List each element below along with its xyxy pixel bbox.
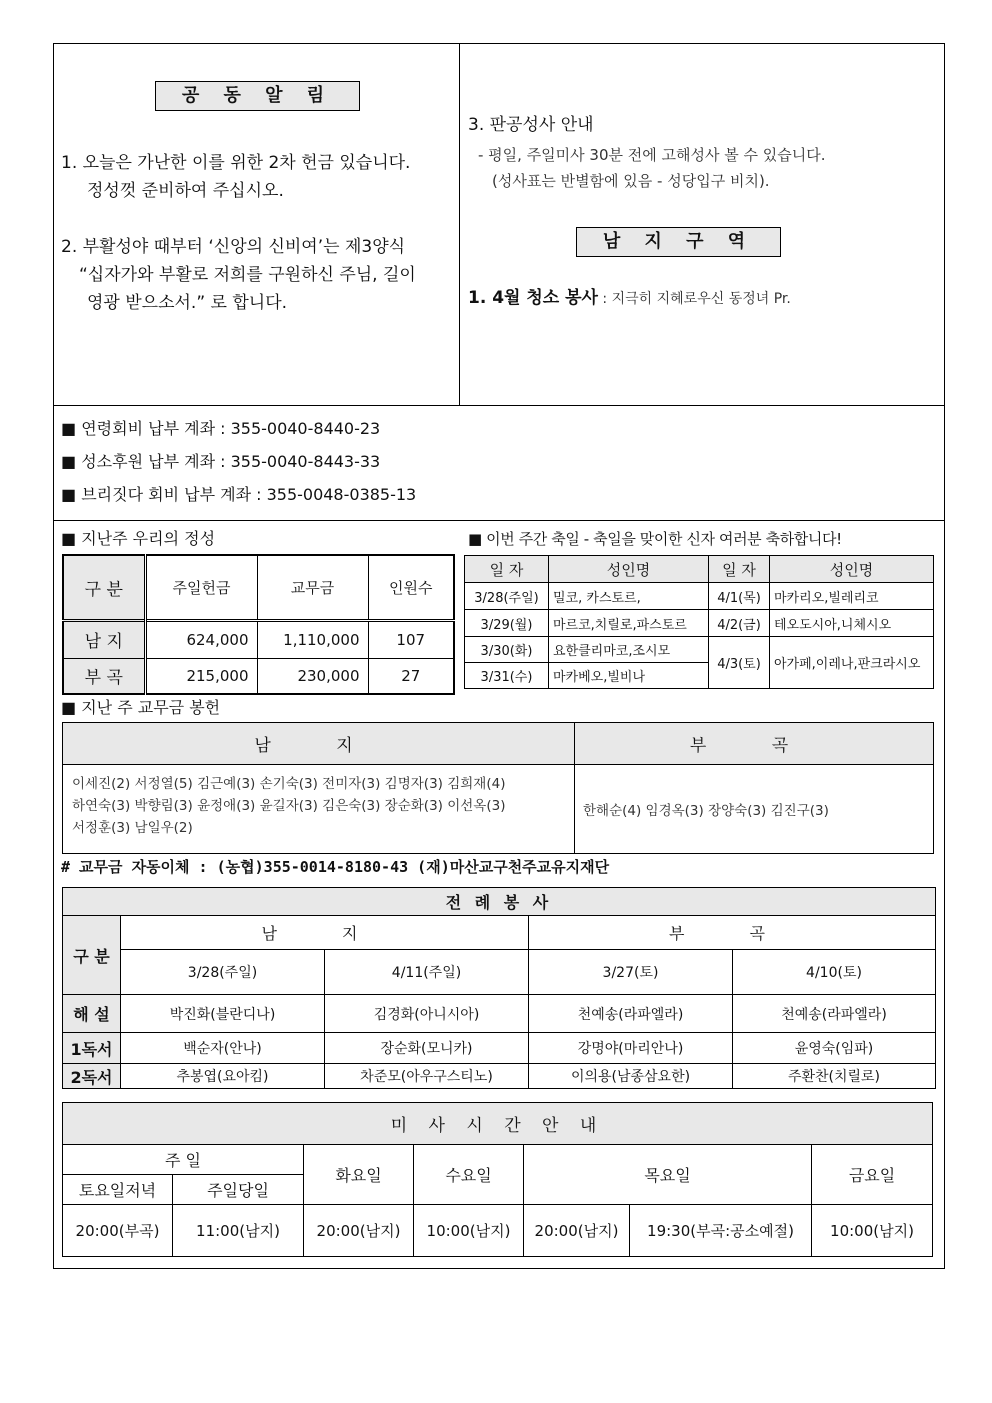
notice-item-2: 2. 부활성야 때부터 ‘신앙의 신비여’는 제3양식: [61, 237, 406, 257]
offering-cell: 215,000: [145, 658, 257, 694]
feast-date: 3/28(주일): [465, 583, 549, 610]
liturgy-name: 백순자(안나): [121, 1033, 325, 1064]
feast-header: 성인명: [549, 556, 709, 583]
mass-time: 10:00(남지): [414, 1205, 524, 1257]
section-divider: [53, 520, 945, 521]
liturgy-name: 장순화(모니카): [325, 1033, 529, 1064]
notice-item-1-cont: 정성껏 준비하여 주십시오.: [87, 181, 284, 201]
confession-title: 3. 판공성사 안내: [468, 115, 594, 135]
notice-item-2-cont: “십자가와 부활로 저희를 구원하신 주님, 길이: [79, 265, 416, 285]
mass-tue: 화요일: [304, 1145, 414, 1205]
liturgy-role: 해 설: [63, 995, 121, 1033]
feast-saint: 테오도시아,니체시오: [770, 610, 934, 637]
account-line: ■ 성소후원 납부 계좌 : 355-0040-8443-33: [61, 452, 381, 471]
offering-header: 주일헌금: [145, 555, 257, 620]
offering-cell: 107: [368, 620, 454, 658]
liturgy-name: 김경화(아니시아): [325, 995, 529, 1033]
liturgy-name: 추봉엽(요아킴): [121, 1064, 325, 1089]
feast-header: 일 자: [465, 556, 549, 583]
confession-line: - 평일, 주일미사 30분 전에 고해성사 볼 수 있습니다.: [478, 146, 826, 164]
section-divider: [53, 405, 945, 406]
mass-time: 20:00(남지): [304, 1205, 414, 1257]
confession-line: (성사표는 반별함에 있음 - 성당입구 비치).: [492, 172, 770, 190]
offering-header: 인원수: [368, 555, 454, 620]
liturgy-date: 4/11(주일): [325, 950, 529, 995]
offering-cell: 27: [368, 658, 454, 694]
duty-bugok-cell: 한해순(4) 임경옥(3) 장양숙(3) 김진구(3): [575, 765, 934, 854]
feast-title: ■ 이번 주간 축일 - 축일을 맞이한 신자 여러분 축하합니다!: [468, 530, 842, 548]
liturgy-role: 2독서: [63, 1064, 121, 1089]
feast-saint: 마르코,치릴로,파스토르: [549, 610, 709, 637]
duty-namji-line: 이세진(2) 서정열(5) 김근예(3) 손기숙(3) 전미자(3) 김명자(3) 김희재(4): [72, 776, 506, 792]
feast-table: [464, 555, 934, 689]
liturgy-gubun: 구 분: [63, 916, 121, 995]
feast-date: 3/29(월): [465, 610, 549, 637]
duty-title: ■ 지난 주 교무금 봉헌: [61, 698, 221, 717]
cleaning-value: : 지극히 지혜로우신 동정녀 Pr.: [597, 291, 791, 307]
mass-fri: 금요일: [812, 1145, 933, 1205]
feast-date: 3/30(화): [465, 637, 549, 663]
feast-date: 4/1(목): [709, 583, 770, 610]
offering-cell: 1,110,000: [257, 620, 368, 658]
feast-saint: 마카리오,빌레리코: [770, 583, 934, 610]
account-line: ■ 연령회비 납부 계좌 : 355-0040-8440-23: [61, 419, 381, 438]
liturgy-date: 4/10(토): [733, 950, 936, 995]
liturgy-role: 1독서: [63, 1033, 121, 1064]
offering-header: 교무금: [257, 555, 368, 620]
liturgy-name: 박진화(블란디나): [121, 995, 325, 1033]
offering-title: ■ 지난주 우리의 정성: [61, 529, 216, 548]
notice-item-1: 1. 오늘은 가난한 이를 위한 2차 헌금 있습니다.: [61, 153, 411, 173]
mass-sunday: 주 일: [63, 1145, 304, 1175]
notice-title: 공 동 알 림: [155, 81, 360, 111]
offering-cell: 230,000: [257, 658, 368, 694]
feast-header: 성인명: [770, 556, 934, 583]
mass-title: 미 사 시 간 안 내: [63, 1103, 933, 1145]
column-divider: [459, 43, 460, 405]
mass-time: 19:30(부곡:공소예절): [630, 1205, 812, 1257]
mass-sat-eve: 토요일저녁: [63, 1175, 173, 1205]
liturgy-bugok: 부 곡: [529, 916, 936, 950]
liturgy-date: 3/28(주일): [121, 950, 325, 995]
liturgy-name: 강명야(마리안나): [529, 1033, 733, 1064]
duty-namji-cell: [63, 765, 575, 854]
offering-row-label: 남 지: [63, 620, 145, 658]
cleaning-duty: [468, 284, 791, 313]
mass-table: [62, 1102, 933, 1257]
liturgy-name: 천예송(라파엘라): [733, 995, 936, 1033]
offering-cell: 624,000: [145, 620, 257, 658]
liturgy-namji: 남 지: [121, 916, 529, 950]
feast-saint: 마카베오,빌비나: [549, 663, 709, 689]
mass-wed: 수요일: [414, 1145, 524, 1205]
mass-time: 10:00(남지): [812, 1205, 933, 1257]
liturgy-date: 3/27(토): [529, 950, 733, 995]
duty-namji-line: 하연숙(3) 박향림(3) 윤정애(3) 윤길자(3) 김은숙(3) 장순화(3) 이선옥(3): [72, 798, 506, 814]
offering-row-label: 부 곡: [63, 658, 145, 694]
feast-date: 4/2(금): [709, 610, 770, 637]
liturgy-name: 주환찬(치릴로): [733, 1064, 936, 1089]
liturgy-name: 이의용(남종삼요한): [529, 1064, 733, 1089]
district-title: 남 지 구 역: [576, 227, 781, 257]
duty-namji-line: 서정훈(3) 남일우(2): [72, 820, 193, 836]
feast-date: 3/31(수): [465, 663, 549, 689]
liturgy-name: 천예송(라파엘라): [529, 995, 733, 1033]
liturgy-name: 윤영숙(임파): [733, 1033, 936, 1064]
duty-table: [62, 722, 934, 854]
feast-saint: 밀코, 카스토르,: [549, 583, 709, 610]
account-line: ■ 브리짓다 회비 납부 계좌 : 355-0048-0385-13: [61, 485, 417, 504]
feast-saint: 요한클리마코,조시모: [549, 637, 709, 663]
feast-date: 4/3(토): [709, 637, 770, 689]
feast-saint: 아가페,이레나,판크라시오: [770, 637, 934, 689]
mass-sun-day: 주일당일: [173, 1175, 304, 1205]
mass-time: 20:00(부곡): [63, 1205, 173, 1257]
notice-item-2-cont: 영광 받으소서.” 로 합니다.: [87, 293, 288, 313]
liturgy-name: 차준모(아우구스티노): [325, 1064, 529, 1089]
duty-bugok-header: 부 곡: [575, 723, 934, 765]
offering-table: [62, 554, 455, 695]
feast-header: 일 자: [709, 556, 770, 583]
liturgy-table: [62, 887, 936, 1089]
liturgy-title: 전 례 봉 사: [63, 888, 936, 916]
autopay-line: # 교무금 자동이체 : (농협)355-0014-8180-43 (재)마산교구천주교유지재단: [61, 858, 610, 876]
mass-thu: 목요일: [524, 1145, 812, 1205]
mass-time: 11:00(남지): [173, 1205, 304, 1257]
duty-namji-header: 남 지: [63, 723, 575, 765]
mass-time: 20:00(남지): [524, 1205, 630, 1257]
cleaning-label: 1. 4월 청소 봉사: [468, 288, 598, 308]
offering-header: 구 분: [63, 555, 145, 620]
